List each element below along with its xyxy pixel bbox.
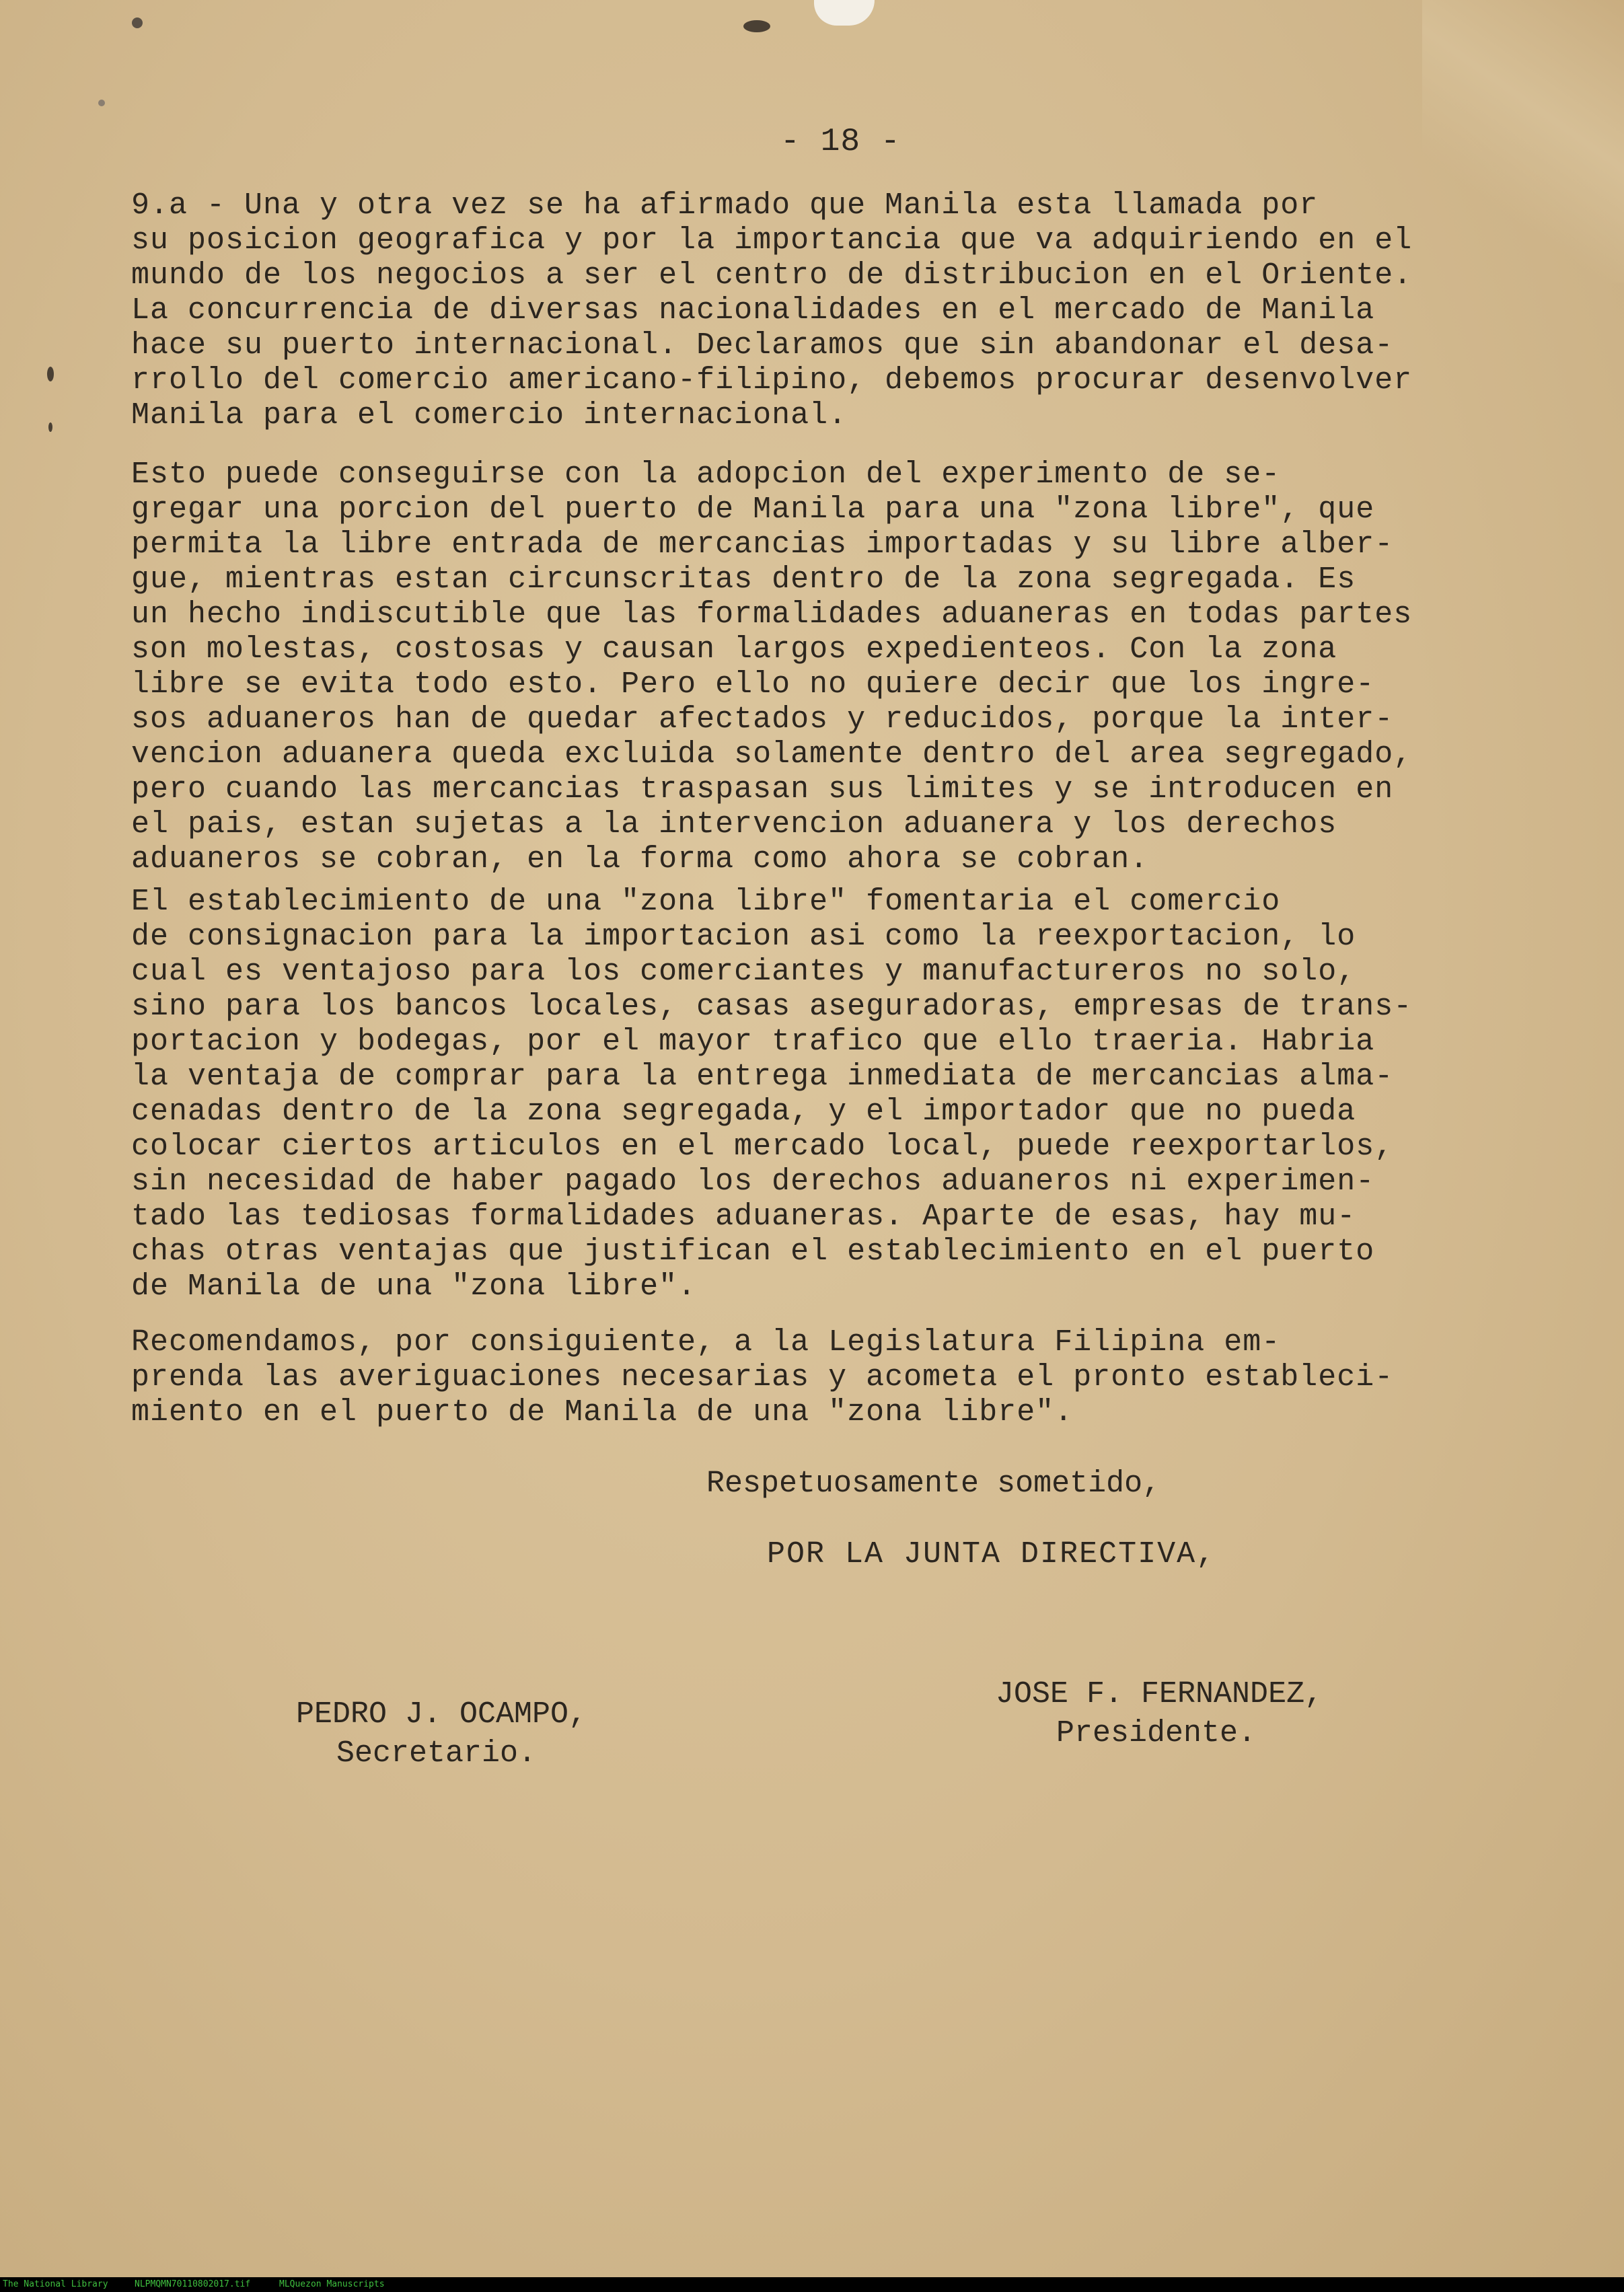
ink-speck: [743, 20, 770, 32]
president-title: Presidente.: [1056, 1716, 1257, 1750]
closing-board: POR LA JUNTA DIRECTIVA,: [767, 1537, 1216, 1572]
closing-respectfully: Respetuosamente sometido,: [706, 1467, 1161, 1501]
footer-filename: NLPMQMN70110802017.tif: [135, 2279, 251, 2289]
ink-speck: [48, 422, 52, 432]
page-number: - 18 -: [780, 124, 901, 160]
archive-footer: [0, 2277, 1624, 2292]
secretary-name: PEDRO J. OCAMPO,: [296, 1697, 587, 1732]
president-name: JOSE F. FERNANDEZ,: [996, 1677, 1323, 1711]
paragraph-recommendation: Recomendamos, por consiguiente, a la Legislatura Filipina em- prenda las averiguaciones necesarias y acometa el pronto estableci- miento en el puerto de Manila de una "zona libre".: [131, 1325, 1394, 1430]
footer-collection: MLQuezon Manuscripts: [279, 2279, 385, 2289]
punch-hole: [132, 17, 143, 28]
ink-speck: [47, 367, 54, 381]
footer-library: The National Library: [3, 2279, 108, 2289]
paragraph-9a: 9.a - Una y otra vez se ha afirmado que Manila esta llamada por su posicion geografica y por la importancia que va adquiriendo en el mundo de los negocios a ser el centro de distribucion en el Oriente. La concurrencia de diversas nacionalidades en el mercado de Manila hace su puerto internacional. Declaramos que sin abandonar el desa- rrollo del comercio americano-filipino, debemos procurar desenvolver Manila para el comercio internacional.: [131, 188, 1413, 433]
paragraph-free-zone-benefits: El establecimiento de una "zona libre" fomentaria el comercio de consignacion para la importacion asi como la reexportacion, lo cual es ventajoso para los comerciantes y manufactureros no solo, sino para los bancos locales, casas aseguradoras, empresas de trans- portacion y bodegas, por el mayor trafico que ello traeria. Habria la ventaja de comprar para la entrega inmediata de mercancias alma- cenadas dentro de la zona segregada, y el importador que no pueda colocar ciertos articulos en el mercado local, puede reexportarlos, sin necesidad de haber pagado los derechos aduaneros ni experimen- tado las tediosas formalidades aduaneras. Aparte de esas, hay mu- chas otras ventajas que justifican el establecimiento en el puerto de Manila de una "zona libre".: [131, 885, 1413, 1304]
secretary-title: Secretario.: [336, 1736, 537, 1771]
torn-edge: [814, 0, 875, 26]
ink-speck: [98, 100, 105, 106]
page-stain: [1422, 0, 1624, 283]
paragraph-free-zone-proposal: Esto puede conseguirse con la adopcion del experimento de se- gregar una porcion del puerto de Manila para una "zona libre", que permita la libre entrada de mercancias importadas y su libre alber- gue, mientras estan circunscritas dentro de la zona segregada. Es un hecho indiscutible que las formalidades aduaneras en todas partes son molestas, costosas y causan largos expedienteos. Con la zona libre se evita todo esto. Pero ello no quiere decir que los ingre- sos aduaneros han de quedar afectados y reducidos, porque la inter- vencion aduanera queda excluida solamente dentro del area segregado, pero cuando las mercancias traspasan sus limites y se introducen en el pais, estan sujetas a la intervencion aduanera y los derechos aduaneros se cobran, en la forma como ahora se cobran.: [131, 457, 1413, 877]
